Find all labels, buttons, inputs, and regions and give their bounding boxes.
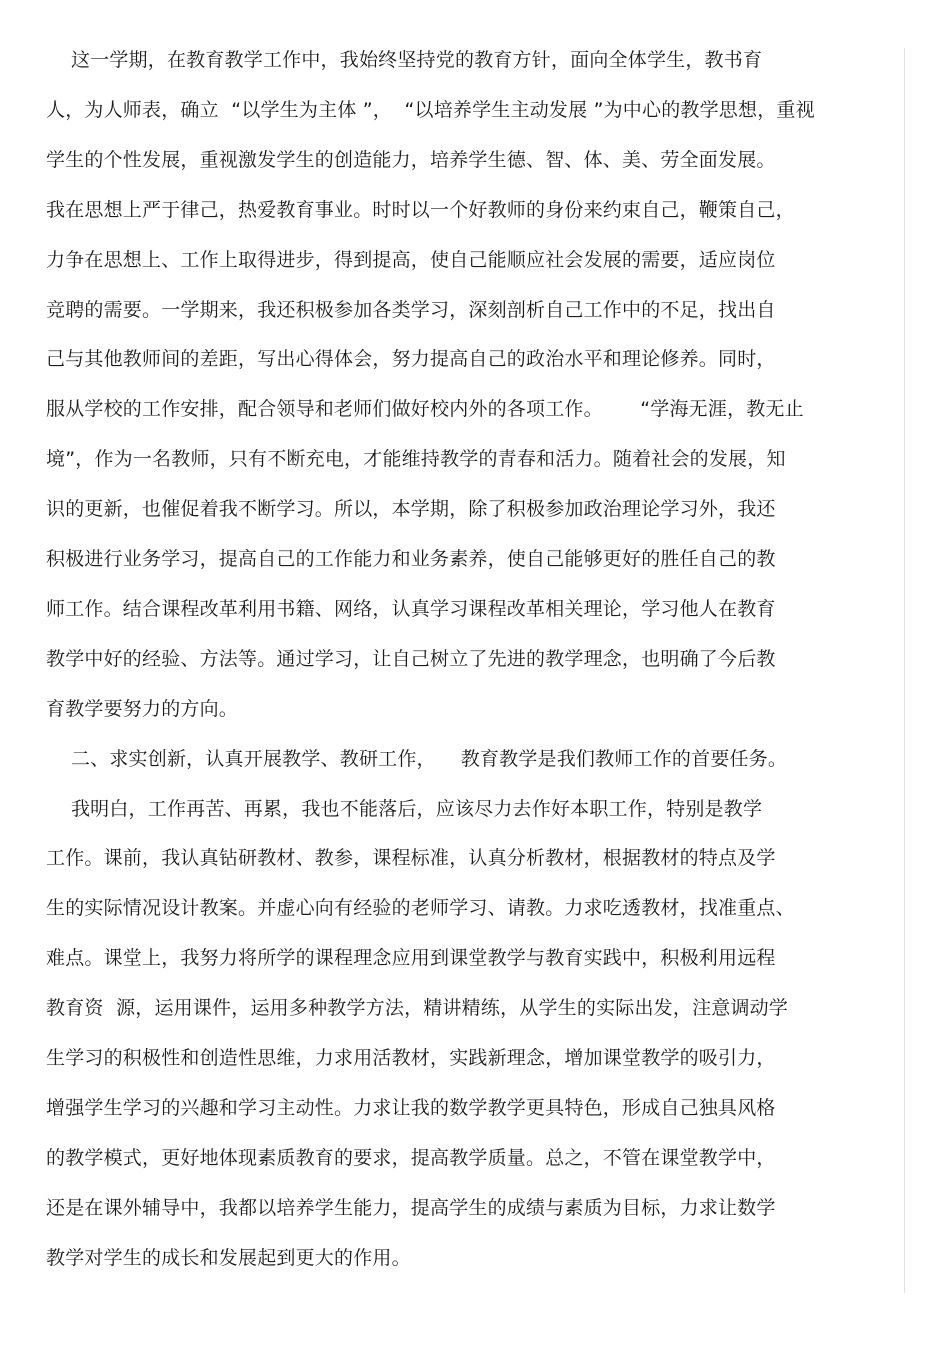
- text-line: 教学对学生的成长和发展起到更大的作用。: [46, 1246, 411, 1269]
- text-line: 工作。课前，我认真钻研教材、教参，课程标准，认真分析教材，根据教材的特点及学: [46, 847, 776, 870]
- text-line: 的教学模式，更好地体现素质教育的要求，提高教学质量。总之，不管在课堂教学中，: [46, 1146, 776, 1169]
- text-line: 竞聘的需要。一学期来，我还积极参加各类学习，深刻剖析自己工作中的不足，找出自: [46, 298, 776, 321]
- text-line: 识的更新，也催促着我不断学习。所以，本学期，除了积极参加政治理论学习外，我还: [46, 498, 776, 521]
- text-line: 这一学期，在教育教学工作中，我始终坚持党的教育方针，面向全体学生，教书育: [46, 49, 763, 71]
- text-line: 人，为人师表，确立 “以学生为主体 ”， “以培养学生主动发展 ”为中心的教学思想，重视: [46, 98, 815, 121]
- text-line: 我在思想上严于律己，热爱教育事业。时时以一个好教师的身份来约束自己，鞭策自己，: [46, 198, 795, 221]
- text-line: 师工作。结合课程改革利用书籍、网络，认真学习课程改革相关理论，学习他人在教育: [46, 597, 776, 620]
- text-line: 力争在思想上、工作上取得进步，得到提高，使自己能顺应社会发展的需要，适应岗位: [46, 248, 776, 271]
- text-line: 学生的个性发展，重视激发学生的创造能力，培养学生德、智、体、美、劳全面发展。: [46, 148, 776, 171]
- text-line: 境”，作为一名教师，只有不断充电，才能维持教学的青春和活力。随着社会的发展，知: [46, 448, 786, 471]
- page-edge-rule: [904, 48, 905, 1293]
- text-line: 我明白，工作再苦、再累，我也不能落后，应该尽力去作好本职工作，特别是教学: [46, 797, 763, 820]
- text-line: 己与其他教师间的差距，写出心得体会，努力提高自己的政治水平和理论修养。同时，: [46, 348, 776, 371]
- text-line: 生学习的积极性和创造性思维，力求用活教材，实践新理念，增加课堂教学的吸引力，: [46, 1047, 776, 1069]
- text-line: 难点。课堂上，我努力将所学的课程理念应用到课堂教学与教育实践中，积极利用远程: [46, 947, 776, 970]
- text-line: 育教学要努力的方向。: [46, 697, 239, 720]
- text-line: 二、求实创新，认真开展教学、教研工作， 教育教学是我们教师工作的首要任务。: [46, 747, 788, 770]
- text-line: 增强学生学习的兴趣和学习主动性。力求让我的数学教学更具特色，形成自己独具风格: [46, 1096, 776, 1119]
- text-line: 积极进行业务学习，提高自己的工作能力和业务素养，使自己能够更好的胜任自己的教: [46, 548, 776, 570]
- text-line: 教学中好的经验、方法等。通过学习，让自己树立了先进的教学理念，也明确了今后教: [46, 647, 776, 670]
- text-line: 服从学校的工作安排，配合领导和老师们做好校内外的各项工作。 “学海无涯，教无止: [46, 398, 804, 421]
- text-line: 生的实际情况设计教案。并虚心向有经验的老师学习、请教。力求吃透教材，找准重点、: [46, 897, 795, 920]
- text-line: 教育资 源，运用课件，运用多种教学方法，精讲精练，从学生的实际出发，注意调动学: [46, 997, 789, 1020]
- text-line: 还是在课外辅导中，我都以培养学生能力，提高学生的成绩与素质为目标，力求让数学: [46, 1196, 776, 1219]
